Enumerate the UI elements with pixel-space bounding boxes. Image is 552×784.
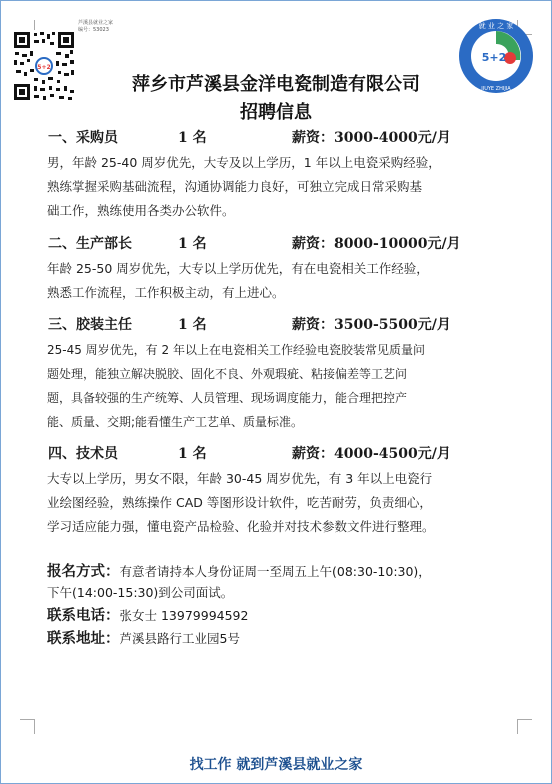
crop-mark [517,719,532,734]
job-description [47,151,517,223]
description-line: 男，年龄 25-40 周岁优先，大专及以上学历，1 年以上电瓷采购经验， [47,155,441,170]
contact-phone [47,605,517,626]
job-description [47,467,517,539]
job-title: 四、技术员 [48,446,118,462]
svg-text:5+2: 5+2 [37,64,51,71]
description-line: 业绘图经验，熟练操作 CAD 等图形设计软件，吃苦耐劳，负责细心， [47,495,432,510]
apply-text-cont: 下午(14:00-15:30)到公司面试。 [47,585,234,600]
phone-text: 张女士 13979994592 [119,608,249,623]
contact-section [47,561,517,649]
job-header [48,314,451,334]
description-line: 25-45 周岁优先，有 2 年以上在电瓷相关工作经验电瓷胶装常见质量问 [47,343,425,357]
qr-caption-line: 芦溪县就业之家 [78,20,114,26]
job-header [48,233,461,253]
description-line: 学习适应能力强，懂电瓷产品检验、化验并对技术参数文件进行整理。 [47,519,435,534]
job-salary: 薪资：3500-5500元/月 [292,317,451,333]
description-line: 题处理，能独立解决脱胶、固化不良、外观瑕疵、粘接偏差等工艺问 [47,367,408,381]
phone-label: 联系电话： [47,607,120,624]
job-count: 1 名 [178,317,207,333]
company-title: 萍乡市芦溪县金洋电瓷制造有限公司 [132,74,420,95]
description-line: 题，具备较强的生产统筹、人员管理、现场调度能力，能合理把控产 [47,391,408,405]
qr-caption [78,20,113,34]
contact-address [47,628,517,649]
apply-text: 有意者请持本人身份证周一至周五上午(08:30-10:30)， [119,564,431,579]
footer-slogan: 找工作 就到芦溪县就业之家 [189,757,363,773]
address-label: 联系地址： [47,630,120,647]
apply-method [47,561,517,582]
job-title: 三、胶装主任 [48,317,132,333]
description-line: 熟练掌握采购基础流程，沟通协调能力良好，可独立完成日常采购基 [47,179,423,194]
job-salary: 薪资：8000-10000元/月 [292,236,461,252]
job-count: 1 名 [178,130,207,146]
job-count: 1 名 [178,236,207,252]
job-header [48,443,451,463]
description-line: 础工作，熟练使用各类办公软件。 [47,203,235,218]
job-description [47,257,517,305]
svg-text:5+2: 5+2 [481,51,507,64]
svg-text:JIUYE ZHIJIA: JIUYE ZHIJIA [481,86,511,92]
description-line: 熟悉工作流程，工作积极主动，有上进心。 [47,285,285,300]
qr-caption-line: 编号：53023 [78,27,109,33]
job-salary: 薪资：4000-4500元/月 [292,446,451,462]
job-title: 一、采购员 [48,130,118,146]
job-title: 二、生产部长 [48,236,132,252]
svg-text:就 业 之 家: 就 业 之 家 [478,22,514,30]
job-description [47,338,517,434]
address-text: 芦溪县路行工业园5号 [119,631,240,646]
description-line: 能、质量、交期;能看懂生产工艺单、质量标准。 [47,415,304,429]
job-salary: 薪资：3000-4000元/月 [292,130,451,146]
crop-mark [20,719,35,734]
job-header [48,127,451,147]
description-line: 大专以上学历，男女不限，年龄 30-45 周岁优先，有 3 年以上电瓷行 [47,471,433,486]
description-line: 年龄 25-50 周岁优先，大专以上学历优先，有在电瓷相关工作经验， [47,261,429,276]
page-subtitle: 招聘信息 [240,102,312,123]
apply-label: 报名方式： [47,563,120,580]
job-count: 1 名 [178,446,207,462]
